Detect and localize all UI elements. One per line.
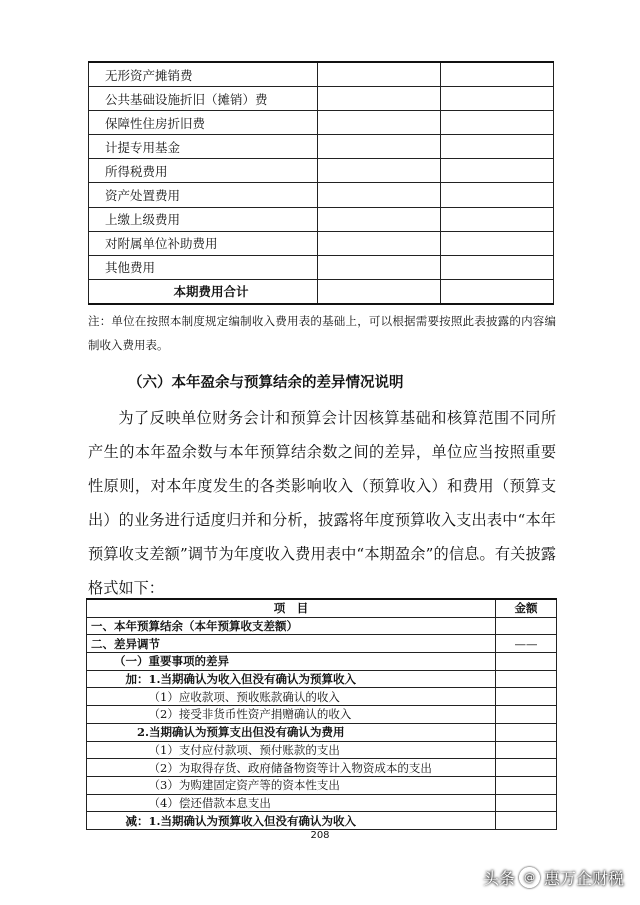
table-header-row (87, 599, 557, 617)
table-row (87, 759, 557, 777)
table-row (87, 653, 557, 671)
expense-table (88, 61, 554, 305)
item-amount (496, 812, 557, 830)
table-row (89, 111, 554, 135)
item-amount (496, 759, 557, 777)
expense-label: 资产处置费用 (89, 183, 318, 207)
table-row (87, 670, 557, 688)
table-row (89, 207, 554, 231)
expense-value-2 (441, 231, 554, 255)
expense-value-2 (441, 62, 554, 87)
expense-label: 上缴上级费用 (89, 207, 318, 231)
table-row (89, 255, 554, 279)
table-row (87, 706, 557, 724)
expense-value-1 (318, 255, 441, 279)
table-row (89, 62, 554, 87)
item-amount (496, 688, 557, 706)
table-row (89, 183, 554, 207)
item-label: 2.当期确认为预算支出但没有确认为费用 (87, 723, 496, 741)
body-paragraph: 为了反映单位财务会计和预算会计因核算基础和核算范围不同所产生的本年盈余数与本年预算结余数之间的差异，单位应当按照重要性原则，对本年度发生的各类影响收入（预算收入）和费用（预算支出）的业务进行适度归并和分析，披露将年度预算收入支出表中“本年预算收支差额”调节为年度收入费用表中“本期盈余”的信息。有关披露格式如下： (88, 409, 556, 597)
reconciliation-table (86, 598, 557, 830)
item-amount (496, 706, 557, 724)
table-row (87, 776, 557, 794)
expense-value-1 (318, 231, 441, 255)
section-heading: （六）本年盈余与预算结余的差异情况说明 (128, 375, 404, 391)
expense-label: 所得税费用 (89, 159, 318, 183)
expense-value-1 (318, 111, 441, 135)
item-label: 一、本年预算结余（本年预算收支差额） (87, 617, 496, 635)
expense-value-2 (441, 87, 554, 111)
expense-label: 无形资产摊销费 (89, 62, 318, 87)
expense-value-2 (441, 183, 554, 207)
table-row (87, 812, 557, 830)
item-label: 二、差异调节 (87, 635, 496, 653)
expense-value-1 (318, 159, 441, 183)
expense-label: 计提专用基金 (89, 135, 318, 159)
table-row (87, 617, 557, 635)
item-label: （2）为取得存货、政府储备物资等计入物资成本的支出 (87, 759, 496, 777)
expense-value-2 (441, 207, 554, 231)
item-label: （2）接受非货币性资产捐赠确认的收入 (87, 706, 496, 724)
item-label: （1）支付应付款项、预付账款的支出 (87, 741, 496, 759)
table-row (87, 635, 557, 653)
header-item: 项 目 (87, 599, 496, 617)
item-label: （4）偿还借款本息支出 (87, 794, 496, 812)
table-row (89, 159, 554, 183)
item-amount (496, 723, 557, 741)
expense-value-1 (318, 135, 441, 159)
table-row (87, 794, 557, 812)
total-value-1 (318, 279, 441, 304)
expense-value-2 (441, 255, 554, 279)
table-row (87, 723, 557, 741)
expense-value-2 (441, 159, 554, 183)
item-label: （一）重要事项的差异 (87, 653, 496, 671)
expense-label: 保障性住房折旧费 (89, 111, 318, 135)
item-amount (496, 794, 557, 812)
expense-value-1 (318, 183, 441, 207)
item-amount: —— (496, 635, 557, 653)
watermark-handle: 惠万企财税 (543, 869, 624, 888)
item-label: （1）应收款项、预收账款确认的收入 (87, 688, 496, 706)
expense-value-2 (441, 135, 554, 159)
expense-value-1 (318, 207, 441, 231)
table-row (89, 135, 554, 159)
item-amount (496, 741, 557, 759)
item-amount (496, 670, 557, 688)
table-note: 注：单位在按照本制度规定编制收入费用表的基础上，可以根据需要按照此表披露的内容编制收入费用表。 (88, 314, 556, 352)
expense-value-1 (318, 62, 441, 87)
at-icon: @ (519, 867, 540, 888)
table-row (89, 87, 554, 111)
watermark (483, 866, 624, 889)
expense-label: 对附属单位补助费用 (89, 231, 318, 255)
expense-label: 其他费用 (89, 255, 318, 279)
table-row (89, 231, 554, 255)
total-row (89, 279, 554, 304)
total-value-2 (441, 279, 554, 304)
header-amount: 金额 (496, 599, 557, 617)
item-label: 减：1.当期确认为预算收入但没有确认为收入 (87, 812, 496, 830)
table-row (87, 688, 557, 706)
expense-value-2 (441, 111, 554, 135)
total-label: 本期费用合计 (89, 279, 318, 304)
watermark-prefix: 头条 (482, 869, 515, 888)
item-label: 加：1.当期确认为收入但没有确认为预算收入 (87, 670, 496, 688)
item-label: （3）为购建固定资产等的资本性支出 (87, 776, 496, 794)
item-amount (496, 776, 557, 794)
item-amount (496, 653, 557, 671)
page-number: 208 (310, 830, 330, 841)
table-row (87, 741, 557, 759)
expense-label: 公共基础设施折旧（摊销）费 (89, 87, 318, 111)
expense-value-1 (318, 87, 441, 111)
item-amount (496, 617, 557, 635)
